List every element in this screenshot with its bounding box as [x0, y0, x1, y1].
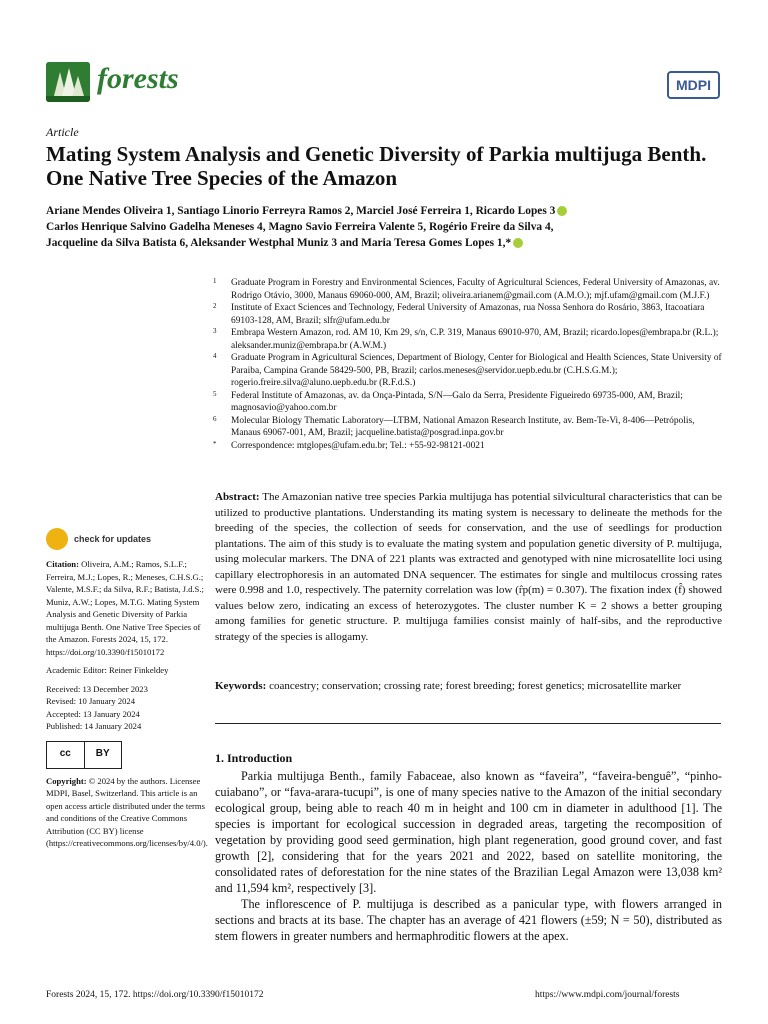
copyright: Copyright: © 2024 by the authors. Licensee MDPI, Basel, Switzerland. This article is an open access article distributed under the terms and conditions of the Creative Commons Attribution (CC BY) license (https://creativecommons.org/licenses/by/4.0/). — [46, 775, 208, 848]
affiliation-item: 4 Graduate Program in Agricultural Sciences, Department of Biology, Center for Biological and Health Sciences, State University of Paraiba, Campina Grande 58429-500, PB, Brazil; carlos.meneses@servidor.uepb.edu.br (C.H.S.G.M.); rogerio.freire.silva@aluno.uepb.edu.br (R.F.d.S.) — [213, 352, 722, 388]
paragraph: Parkia multijuga Benth., family Fabaceae, also known as “faveira”, “faveira-benguê”, “pinho-cuiabano”, or “fava-arara-tucupi”, is one of many species native to the Amazon of the initial secondary ecological group, being able to reach 40 m in height and 100 cm in diameter in adulthood [1]. The species is important for ecological succession in degraded areas, targeting the recomposition of vegetation by providing good seed germination, high plant regeneration, good ground cover, and fast growth [2], considering that for the years 2021 and 2022, based on satellite monitoring, the consolidated rates of deforestation for the nine states of the Brazilian Legal Amazon were 13,038 km² and 11,594 km², respectively [3]. — [215, 769, 722, 895]
orcid-icon[interactable] — [513, 238, 523, 248]
keywords-label: Keywords: — [215, 680, 267, 692]
affiliation-item: 6 Molecular Biology Thematic Laboratory—LTBM, National Amazon Research Institute, av. Bem-Te-Vi, 8-406—Petrópolis, Manaus 69067-001, AM, Brazil; jacqueline.batista@posgrad.inpa.gov.br — [213, 414, 695, 438]
author-line: Carlos Henrique Salvino Gadelha Meneses 4, Magno Savio Ferreira Valente 5, Rogério Freire da Silva 4, — [46, 221, 554, 233]
dates — [46, 683, 206, 733]
author-line: Ariane Mendes Oliveira 1, Santiago Linorio Ferreyra Ramos 2, Marciel José Ferreira 1, Ricardo Lopes 3 — [46, 203, 726, 219]
citation: Citation: Oliveira, A.M.; Ramos, S.L.F.; Ferreira, M.J.; Lopes, R.; Meneses, C.H.S.G.; Valente, M.S.F.; da Silva, R.F.; Batista, J.d.S.; Muniz, A.W.; Lopes, M.T.G. Mating System Analysis and Genetic Diversity of Parkia multijuga Benth. One Native Tree Species of the Amazon. Forests 2024, 15, 172. https://doi.org/10.3390/f15010172 — [46, 559, 204, 657]
trees-icon — [46, 62, 90, 102]
date-item: Accepted: 13 January 2024 — [46, 708, 140, 719]
cc-license-badge[interactable] — [46, 741, 122, 769]
academic-editor: Academic Editor: Reiner Finkeldey — [46, 665, 169, 675]
abstract-label: Abstract: — [215, 491, 260, 503]
journal-name[interactable]: forests — [97, 62, 179, 95]
date-item: Published: 14 January 2024 — [46, 721, 142, 731]
affiliation-item: 1 Graduate Program in Forestry and Environmental Sciences, Faculty of Agricultural Sciences, Federal University of Amazonas, av. Rodrigo Otávio, 3000, Manaus 69060-000, AM, Brazil; oliveira.arianem@gmail.com (A.M.O.); mjf.ufam@gmail.com (M.J.F.) — [213, 277, 720, 301]
paragraph: The inflorescence of P. multijuga is described as a panicular type, with flowers arranged in sections and bracts at its base. The chapter has an average of 421 flowers (±59; N = 50), distributed as stem flowers in greater numbers and hermaphroditic flowers at the apex. — [215, 897, 722, 943]
affiliations — [213, 277, 723, 452]
check-updates-icon — [46, 528, 68, 550]
publisher-logo[interactable]: MDPI — [667, 71, 720, 99]
author-list — [46, 203, 726, 251]
footer-journal-link[interactable]: https://www.mdpi.com/journal/forests — [535, 990, 680, 1000]
orcid-icon[interactable] — [557, 206, 567, 216]
date-item: Received: 13 December 2023 — [46, 683, 148, 694]
abstract-text: The Amazonian native tree species Parkia multijuga has potential silvicultural characteristics that can be utilized to productive plantations. Understanding its mating system is necessary to delineate the methods for the breeding of the species, the collection of seeds for conservation, and the use of seedlings for production plantations. The aim of this study is to evaluate the mating system and population genetic diversity of P. multijuga, using molecular markers. The DNA of 221 plants was extracted and genotyped with nine microsatellite loci using capillary electrophoresis in an automated DNA sequencer. The estimates for single and multilocus crossing rates were 0.998 and 1.0, respectively. The paternity correlation was low (r̂p(m) = 0.307). The fixation index (f̂) showed values below zero, indicating an excess of heterozygotes. The cluster number K = 2 shows a better grouping among families for genetic structure. P. multijuga families consist mainly of half-sibs, and the reproductive strategy of the species is allogamy. — [215, 491, 722, 643]
sidebar — [46, 528, 206, 856]
keywords — [215, 679, 722, 695]
correspondence: * Correspondence: mtglopes@ufam.edu.br; Tel.: +55-92-98121-0021 — [213, 439, 485, 451]
section-heading: 1. Introduction — [215, 751, 293, 765]
abstract — [215, 490, 722, 645]
affiliation-item: 3 Embrapa Western Amazon, rod. AM 10, Km 29, s/n, C.P. 319, Manaus 69010-970, AM, Brazil; ricardo.lopes@embrapa.br (R.L.); aleksander.muniz@embrapa.br (A.W.M.) — [213, 327, 719, 351]
introduction-body — [215, 768, 722, 944]
section-divider — [215, 723, 721, 724]
footer-citation[interactable]: Forests 2024, 15, 172. https://doi.org/10.3390/f15010172 — [46, 990, 264, 1000]
date-item: Revised: 10 January 2024 — [46, 696, 136, 706]
check-for-updates-button[interactable]: check for updates — [46, 528, 206, 550]
affiliation-item: 5 Federal Institute of Amazonas, av. da Onça-Pintada, S/N—Galo da Serra, Presidente Figueiredo 69735-000, AM, Brazil; magnosavio@yahoo.com.br — [213, 389, 683, 413]
cc-icon: cc — [47, 742, 85, 768]
affiliation-item: 2 Institute of Exact Sciences and Technology, Federal University of Amazonas, rua Nossa Senhora do Rosário, 3863, Itacoatiara 69103-128, AM, Brazil; slfr@ufam.edu.br — [213, 302, 705, 326]
keywords-text: coancestry; conservation; crossing rate; forest breeding; forest genetics; microsatellite marker — [269, 680, 682, 692]
journal-logo — [46, 62, 90, 102]
author-line: Jacqueline da Silva Batista 6, Aleksander Westphal Muniz 3 and Maria Teresa Gomes Lopes 1,* — [46, 235, 726, 251]
paper-title: Mating System Analysis and Genetic Diversity of Parkia multijuga Benth. One Native Tree Species of the Amazon — [46, 142, 707, 190]
article-type: Article — [46, 125, 79, 139]
by-icon: BY — [85, 742, 122, 768]
